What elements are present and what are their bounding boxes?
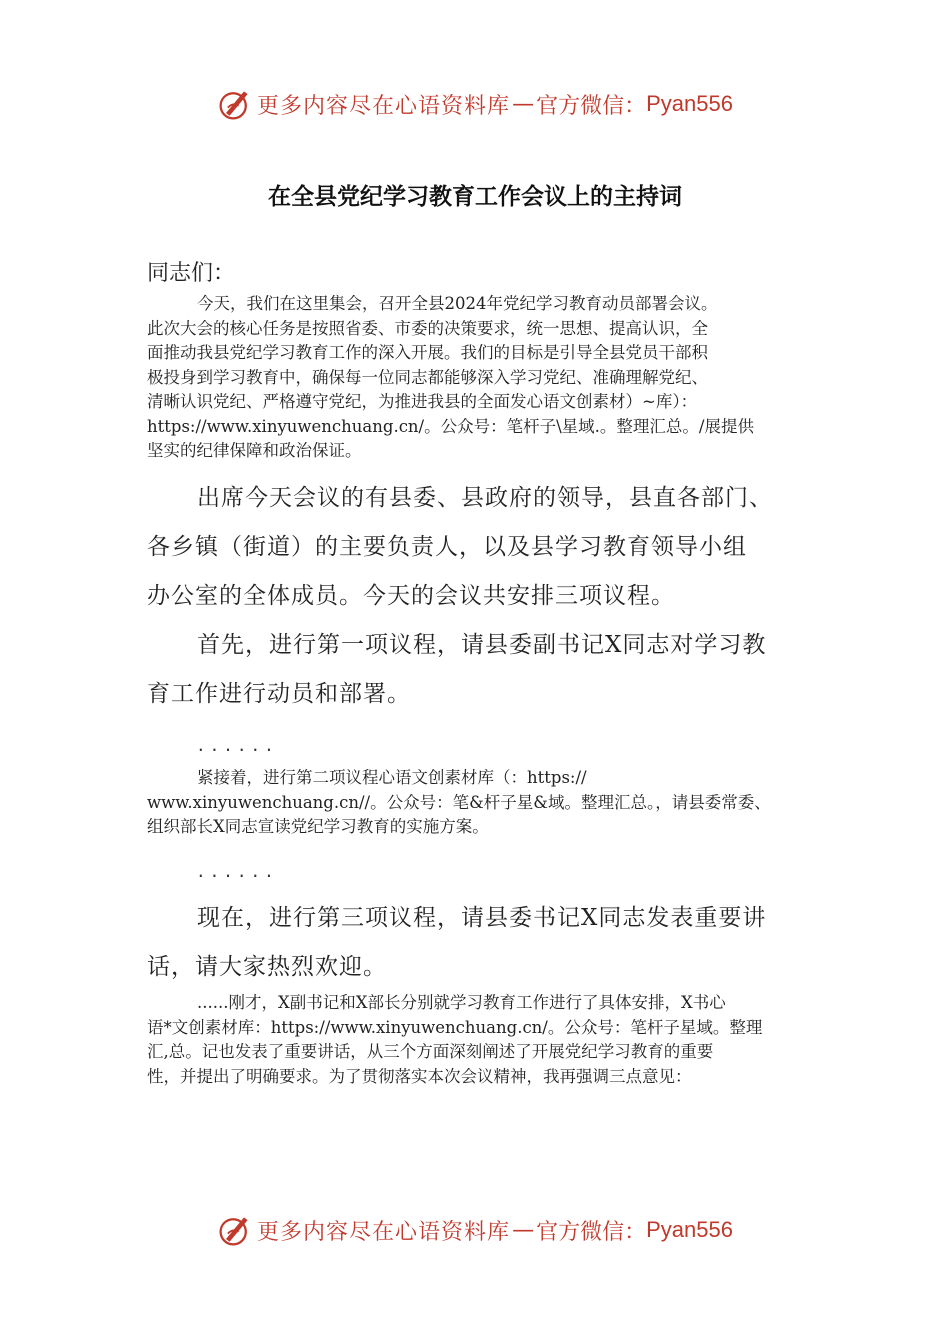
text-line: 此次大会的核心任务是按照省委、市委的决策要求，统一思想、提高认识，全	[147, 318, 708, 338]
paragraph-intro	[147, 292, 807, 464]
text-line: 出席今天会议的有县委、县政府的领导，县直各部门、	[197, 485, 773, 511]
text-line: https://www.xinyuwenchuang.cn/。公众号：笔杆子\星域.。整理汇总。/展提供	[147, 416, 754, 436]
page-title: 在全县党纪学习教育工作会议上的主持词	[268, 184, 682, 210]
banner-wechat-id: Pyan556	[646, 91, 733, 116]
paragraph-agenda-three	[147, 894, 807, 992]
pen-logo-icon	[217, 1212, 253, 1248]
text-line: 办公室的全体成员。今天的会议共安排三项议程。	[147, 583, 675, 609]
text-line: 现在，进行第三项议程，请县委书记X同志发表重要讲	[197, 905, 767, 931]
text-line: 育工作进行动员和部署。	[147, 681, 411, 707]
text-line: 性，并提出了明确要求。为了贯彻落实本次会议精神，我再强调三点意见：	[147, 1066, 692, 1086]
paragraph-summary	[147, 991, 807, 1089]
banner-separator: —	[512, 1217, 535, 1243]
banner-text: 更多内容尽在心语资料库	[257, 1219, 511, 1245]
text-line: 清晰认识党纪、严格遵守党纪，为推进我县的全面发心语文创素材）~库）：	[147, 392, 698, 411]
text-line: 汇,总。记也发表了重要讲话，从三个方面深刻阐述了开展党纪学习教育的重要	[147, 1042, 714, 1061]
banner-suffix: 官方微信：	[536, 93, 647, 119]
text-line: 今天，我们在这里集会，召开全县2024年党纪学习教育动员部署会议。	[197, 294, 718, 313]
text-line: 极投身到学习教育中，确保每一位同志都能够深入学习党纪、准确理解党纪、	[147, 367, 708, 387]
text-line: 组织部长X同志宣读党纪学习教育的实施方案。	[147, 817, 489, 836]
ellipsis: ......	[196, 862, 278, 881]
text-line: www.xinyuwenchuang.cn//。公众号：笔&杆子星&域。整理汇总。，请县委常委、	[147, 792, 771, 812]
footer-banner	[0, 1210, 950, 1250]
ellipsis: ......	[196, 736, 278, 755]
banner-text: 更多内容尽在心语资料库	[257, 93, 511, 119]
paragraph-attendees	[147, 474, 807, 621]
banner-suffix: 官方微信：	[536, 1219, 647, 1245]
text-line: 紧接着，进行第二项议程心语文创素材库（：https://	[197, 768, 587, 787]
pen-logo-icon	[217, 86, 253, 122]
text-line: 各乡镇（街道）的主要负责人，以及县学习教育领导小组	[147, 534, 747, 560]
text-line: 首先，进行第一项议程，请县委副书记X同志对学习教	[197, 632, 767, 658]
salutation: 同志们：	[147, 261, 236, 286]
text-line: ......刚才，X副书记和X部长分别就学习教育工作进行了具体安排，X书心	[197, 993, 726, 1012]
text-line: 话，请大家热烈欢迎。	[147, 954, 387, 980]
text-line: 面推动我县党纪学习教育工作的深入开展。我们的目标是引导全县党员干部积	[147, 343, 708, 362]
text-line: 坚实的纪律保障和政治保证。	[147, 441, 362, 460]
header-banner	[0, 84, 950, 124]
banner-separator: —	[512, 91, 535, 117]
paragraph-agenda-two	[147, 766, 807, 840]
text-line: 语*文创素材库：https://www.xinyuwenchuang.cn/。公众号：笔杆子星域。整理	[147, 1017, 763, 1037]
banner-wechat-id: Pyan556	[646, 1217, 733, 1242]
paragraph-agenda-one	[147, 621, 807, 719]
